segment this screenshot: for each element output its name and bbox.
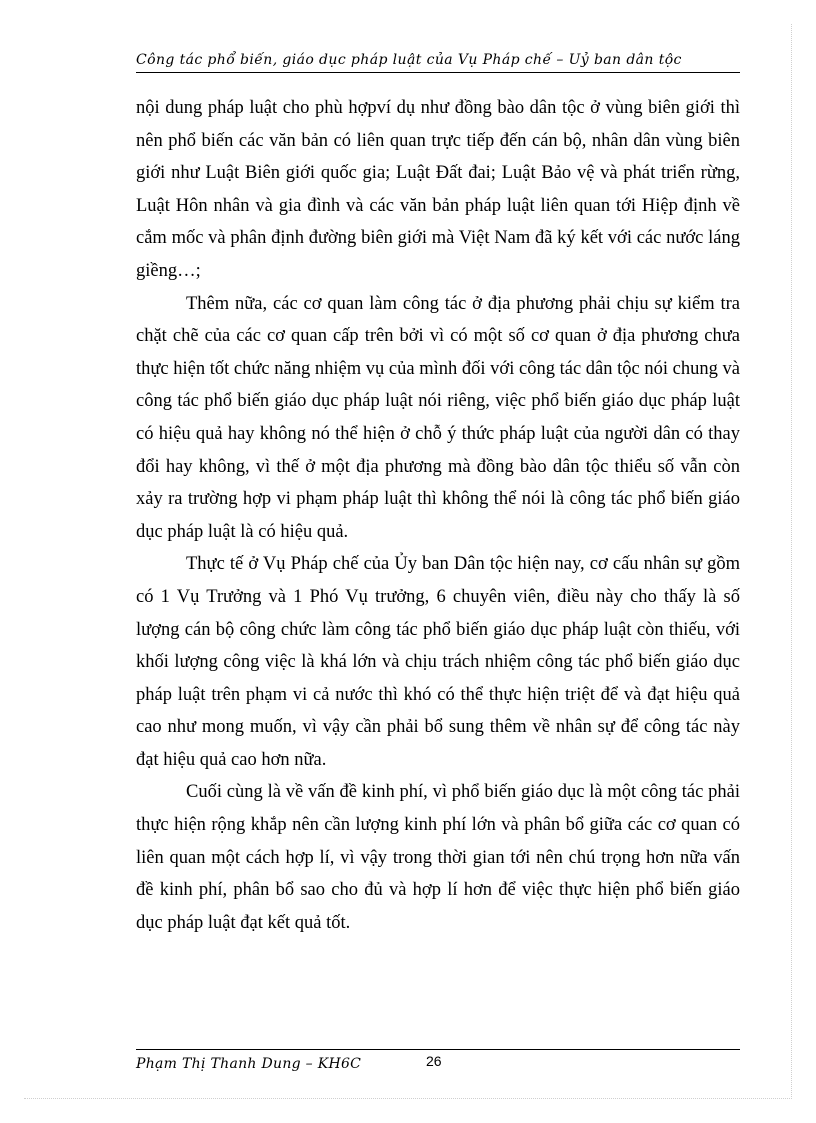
body-text <box>136 92 740 939</box>
running-header: Công tác phổ biến, giáo dục pháp luật của Vụ Pháp chế – Uỷ ban dân tộc <box>136 52 682 68</box>
paragraph: Thực tế ở Vụ Pháp chế của Ủy ban Dân tộc hiện nay, cơ cấu nhân sự gồm có 1 Vụ Trưởng và 1 Phó Vụ trưởng, 6 chuyên viên, điều này cho thấy là số lượng cán bộ công chức làm công tác phổ biến giáo dục pháp luật còn thiếu, với khối lượng công việc là khá lớn và chịu trách nhiệm công tác phổ biến giáo dục pháp luật trên phạm vi cả nước thì khó có thể thực hiện triệt để và đạt hiệu quả cao như mong muốn, vì vậy cần phải bổ sung thêm về nhân sự để công tác này đạt hiệu quả cao hơn nữa. <box>136 554 740 770</box>
page-number: 26 <box>426 1053 442 1069</box>
footer-author: Phạm Thị Thanh Dung – KH6C <box>136 1056 362 1072</box>
paragraph-continuation: nội dung pháp luật cho phù hợpví dụ như đồng bào dân tộc ở vùng biên giới thì nên phổ biến các văn bản có liên quan trực tiếp đến cán bộ, nhân dân vùng biên giới như Luật Biên giới quốc gia; Luật Đất đai; Luật Bảo vệ và phát triển rừng, Luật Hôn nhân và gia đình và các văn bản pháp luật liên quan tới Hiệp định về cắm mốc và phân định đường biên giới mà Việt Nam đã ký kết với các nước láng giềng…; <box>136 98 740 281</box>
footer-divider <box>136 1049 740 1050</box>
header-divider <box>136 72 740 73</box>
paragraph: Thêm nữa, các cơ quan làm công tác ở địa phương phải chịu sự kiểm tra chặt chẽ của các cơ quan cấp trên bởi vì có một số cơ quan ở địa phương chưa thực hiện tốt chức năng nhiệm vụ của mình đối với công tác dân tộc nói chung và công tác phổ biến giáo dục pháp luật nói riêng, việc phổ biến giáo dục pháp luật có hiệu quả hay không nó thể hiện ở chỗ ý thức pháp luật của người dân có thay đổi hay không, vì thế ở một địa phương mà đồng bào dân tộc thiểu số vẫn còn xảy ra trường hợp vi phạm pháp luật thì không thể nói là công tác phổ biến giáo dục pháp luật là có hiệu quả. <box>136 293 740 542</box>
paragraph: Cuối cùng là về vấn đề kinh phí, vì phổ biến giáo dục là một công tác phải thực hiện rộng khắp nên cần lượng kinh phí lớn và phân bổ giữa các cơ quan có liên quan một cách hợp lí, vì vậy trong thời gian tới nên chú trọng hơn nữa vấn đề kinh phí, phân bổ sao cho đủ và hợp lí hơn để việc thực hiện phổ biến giáo dục pháp luật đạt kết quả tốt. <box>136 782 740 933</box>
